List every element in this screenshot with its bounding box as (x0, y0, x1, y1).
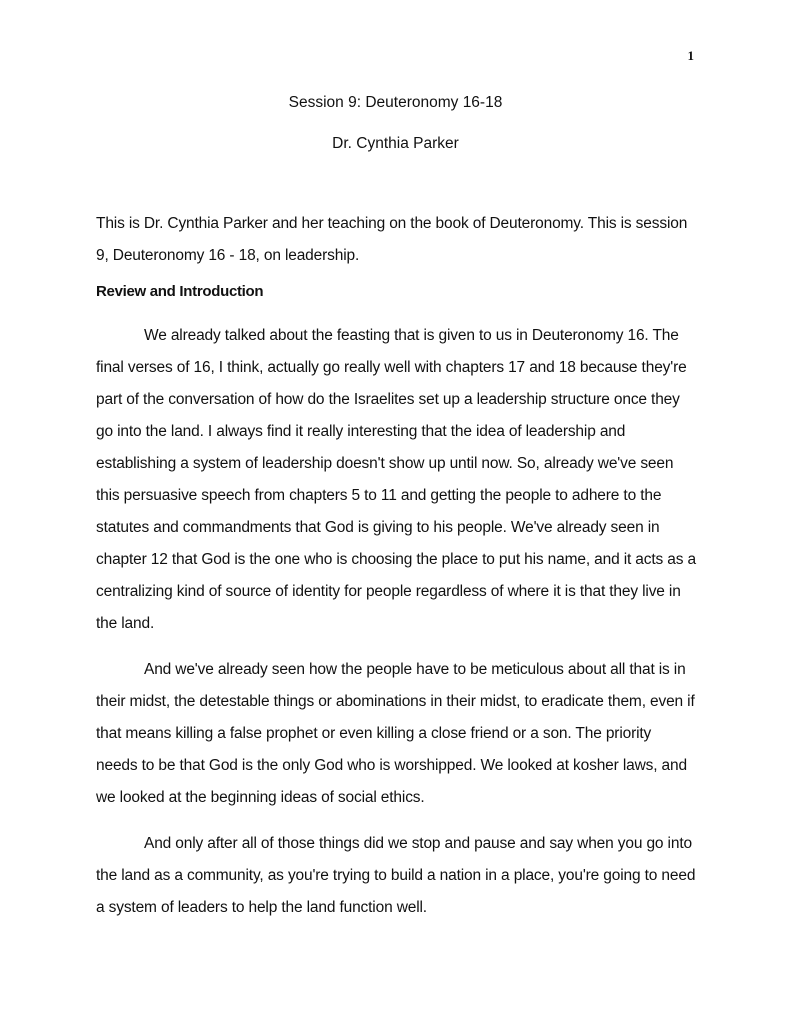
intro-paragraph: This is Dr. Cynthia Parker and her teaching on the book of Deuteronomy. This is session 9, Deuteronomy 16 - 18, on leadership. (96, 215, 688, 264)
paragraph: We already talked about the feasting that is given to us in Deuteronomy 16. The final verses of 16, I think, actually go really well with chapters 17 and 18 because they're part of the conversation of how do the Israelites set up a leadership structure once they go into the land. I always find it really interesting that the idea of leadership and establishing a system of leadership doesn't show up until now. So, already we've seen this persuasive speech from chapters 5 to 11 and getting the people to adhere to the statutes and commandments that God is giving to his people. We've already seen in chapter 12 that God is the one who is choosing the place to put his name, and it acts as a centralizing kind of source of identity for people regardless of where it is that they live in the land. (96, 327, 696, 632)
page-number: 1 (687, 48, 694, 63)
document-title: Session 9: Deuteronomy 16-18 (288, 94, 503, 111)
document-author: Dr. Cynthia Parker (332, 135, 459, 152)
paragraph: And we've already seen how the people have to be meticulous about all that is in their midst, the detestable things or abominations in their midst, to eradicate them, even if that means killing a false prophet or even killing a close friend or a son. The priority needs to be that God is the only God who is worshipped. We looked at kosher laws, and we looked at the beginning ideas of social ethics. (96, 661, 695, 806)
body-paragraphs (96, 320, 696, 938)
paragraph: And only after all of those things did we stop and pause and say when you go into the land as a community, as you're trying to build a nation in a place, you're going to need a system of leaders to help the land function well. (96, 835, 696, 916)
section-heading: Review and Introduction (96, 283, 264, 300)
